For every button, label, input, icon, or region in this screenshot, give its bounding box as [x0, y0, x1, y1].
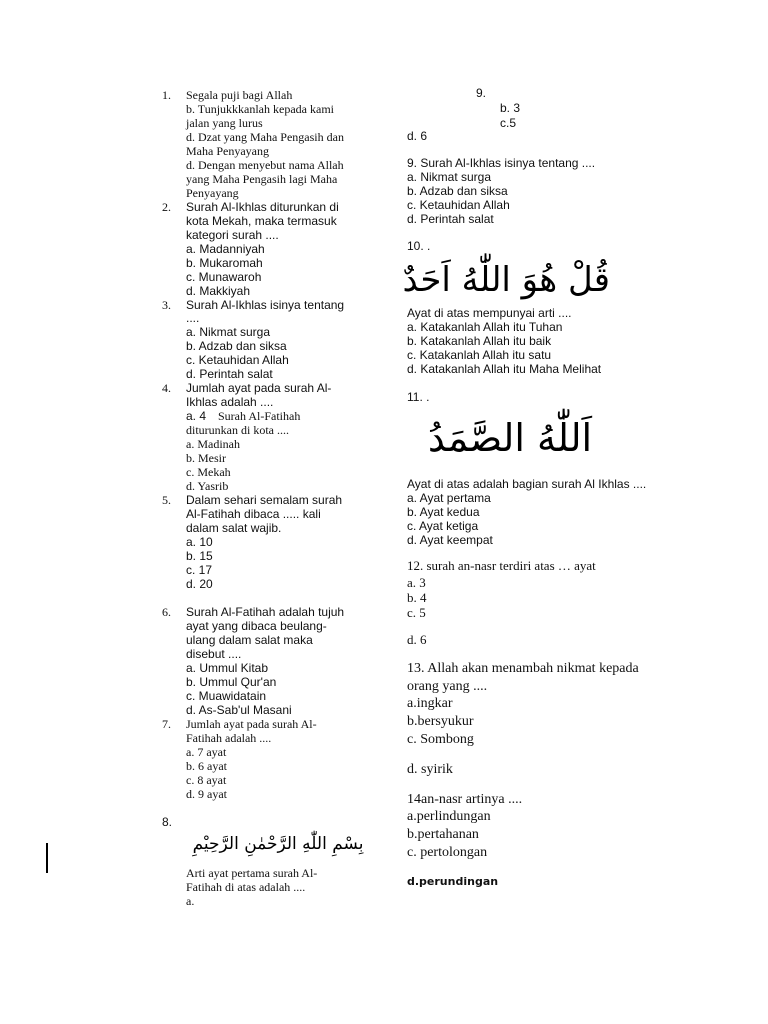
q4-serif-text: diturunkan di kota ....	[186, 423, 289, 437]
question-2-number: 2.	[162, 200, 171, 214]
q2-text: Surah Al-Ikhlas diturunkan di	[186, 200, 339, 214]
q11-option-d: d. Ayat keempat	[407, 533, 493, 547]
q5-text-cont: Al-Fatihah dibaca ..... kali	[186, 507, 321, 521]
q4-option-a: a. 4	[186, 409, 207, 423]
q5-text: Dalam sehari semalam surah	[186, 493, 343, 507]
q1-option-d2-cont2: Penyayang	[186, 186, 239, 200]
q10-option-b: b. Katakanlah Allah itu baik	[407, 334, 552, 348]
q3-option-b: b. Adzab dan siksa	[186, 339, 287, 353]
q6-option-b: b. Ummul Qur'an	[186, 675, 277, 689]
q10-option-d: d. Katakanlah Allah itu Maha Melihat	[407, 362, 602, 376]
q7-option-b: b. 6 ayat	[186, 759, 227, 773]
q14-option-d: d.perundingan	[407, 875, 499, 888]
q6-text-cont2: ulang dalam salat maka	[186, 633, 313, 647]
q9-option-c: c. Ketauhidan Allah	[407, 198, 510, 212]
q4-serif-option-b: b. Mesir	[186, 451, 226, 465]
q4-text-cont: Ikhlas adalah ....	[186, 395, 274, 409]
q3-option-a: a. Nikmat surga	[186, 325, 271, 339]
q6-text-cont: ayat yang dibaca beulang-	[186, 619, 327, 633]
q2-option-a: a. Madanniyah	[186, 242, 265, 256]
verse-allahus-samad: اَللّٰهُ الصَّمَدُ	[427, 416, 593, 460]
q1-option-d2: d. Dengan menyebut nama Allah	[186, 158, 344, 172]
q9-fragment-option-d: d. 6	[407, 129, 428, 143]
q5-option-a: a. 10	[186, 535, 213, 549]
q2-text-cont2: kategori surah ....	[186, 228, 279, 242]
q4-option-a-cont: Surah Al-Fatihah	[218, 409, 301, 423]
q11-option-c: c. Ayat ketiga	[407, 519, 479, 533]
question-6-number: 6.	[162, 605, 171, 619]
q11-option-b: b. Ayat kedua	[407, 505, 480, 519]
question-1-number: 1.	[162, 88, 171, 102]
q4-serif-option-a: a. Madinah	[186, 437, 240, 451]
q9-text: 9. Surah Al-Ikhlas isinya tentang ....	[407, 156, 596, 170]
q4-serif-option-d: d. Yasrib	[186, 479, 229, 493]
q1-option-d2-cont: yang Maha Pengasih lagi Maha	[186, 172, 338, 186]
q8-option-a: a.	[186, 894, 195, 908]
q6-text: Surah Al-Fatihah adalah tujuh	[186, 605, 345, 619]
q1-option-d-cont: Maha Penyayang	[186, 144, 269, 158]
q12-text: 12. surah an-nasr terdiri atas … ayat	[407, 558, 596, 573]
q1-text: Segala puji bagi Allah	[186, 88, 293, 102]
q14-option-a: a.perlindungan	[407, 809, 491, 824]
q3-text-cont: ....	[186, 311, 200, 325]
q13-option-c: c. Sombong	[407, 732, 474, 747]
q11-text: Ayat di atas adalah bagian surah Al Ikhlas ....	[407, 477, 647, 491]
q4-serif-option-c: c. Mekah	[186, 465, 231, 479]
verse-qul-huwallahu-ahad: قُلْ هُوَ اللّٰهُ اَحَدٌ	[402, 260, 610, 300]
q14-option-b: b.pertahanan	[407, 827, 479, 842]
q1-option-b: b. Tunjukkkanlah kepada kami	[186, 102, 334, 116]
q6-text-cont3: disebut ....	[186, 647, 242, 661]
q13-text: 13. Allah akan menambah nikmat kepada	[407, 661, 639, 676]
q2-option-d: d. Makkiyah	[186, 284, 251, 298]
q12-option-b: b. 4	[407, 590, 427, 605]
q14-option-c: c. pertolongan	[407, 845, 488, 860]
question-4-number: 4.	[162, 381, 171, 395]
q10-option-a: a. Katakanlah Allah itu Tuhan	[407, 320, 563, 334]
q4-text: Jumlah ayat pada surah Al-	[186, 381, 332, 395]
q8-text-cont: Fatihah di atas adalah ....	[186, 880, 306, 894]
text-cursor	[46, 843, 48, 873]
q2-text-cont: kota Mekah, maka termasuk	[186, 214, 337, 228]
q1-option-d: d. Dzat yang Maha Pengasih dan	[186, 130, 344, 144]
q2-option-b: b. Mukaromah	[186, 256, 263, 270]
q12-option-c: c. 5	[407, 605, 426, 620]
q2-option-c: c. Munawaroh	[186, 270, 262, 284]
q12-option-a: a. 3	[407, 575, 426, 590]
q6-option-a: a. Ummul Kitab	[186, 661, 269, 675]
question-3-number: 3.	[162, 298, 171, 312]
q11-option-a: a. Ayat pertama	[407, 491, 491, 505]
q10-number: 10. .	[407, 239, 431, 253]
q9-option-a: a. Nikmat surga	[407, 170, 492, 184]
q3-option-d: d. Perintah salat	[186, 367, 273, 381]
q5-option-b: b. 15	[186, 549, 213, 563]
q10-option-c: c. Katakanlah Allah itu satu	[407, 348, 552, 362]
q7-option-c: c. 8 ayat	[186, 773, 227, 787]
q9-fragment-option-c: c.5	[500, 116, 517, 130]
q13-option-a: a.ingkar	[407, 696, 453, 711]
q7-text-cont: Fatihah adalah ....	[186, 731, 272, 745]
q9-option-b: b. Adzab dan siksa	[407, 184, 508, 198]
q1-option-b-cont: jalan yang lurus	[186, 116, 263, 130]
q11-number: 11. .	[407, 390, 430, 404]
q6-option-c: c. Muawidatain	[186, 689, 267, 703]
q5-option-c: c. 17	[186, 563, 213, 577]
q5-option-d: d. 20	[186, 577, 213, 591]
question-7-number: 7.	[162, 717, 171, 731]
q14-text: 14an-nasr artinya ....	[407, 792, 523, 807]
question-8-number: 8.	[162, 815, 173, 829]
q3-text: Surah Al-Ikhlas isinya tentang	[186, 298, 345, 312]
q7-option-d: d. 9 ayat	[186, 787, 227, 801]
q9-fragment-number: 9.	[476, 86, 487, 100]
basmalah-calligraphy: بِسْمِ اللّٰهِ الرَّحْمٰنِ الرَّحِيْمِ	[192, 834, 364, 854]
q7-option-a: a. 7 ayat	[186, 745, 227, 759]
q13-text-cont: orang yang ....	[407, 679, 488, 694]
q13-option-d: d. syirik	[407, 762, 453, 777]
q7-text: Jumlah ayat pada surah Al-	[186, 717, 317, 731]
q5-text-cont2: dalam salat wajib.	[186, 521, 282, 535]
q3-option-c: c. Ketauhidan Allah	[186, 353, 289, 367]
q9-option-d: d. Perintah salat	[407, 212, 494, 226]
q12-option-d: d. 6	[407, 632, 427, 647]
q10-text: Ayat di atas mempunyai arti ....	[407, 306, 572, 320]
q9-fragment-option-b: b. 3	[500, 101, 521, 115]
q13-option-b: b.bersyukur	[407, 714, 474, 729]
q8-text: Arti ayat pertama surah Al-	[186, 866, 318, 880]
q6-option-d: d. As-Sab'ul Masani	[186, 703, 292, 717]
question-5-number: 5.	[162, 493, 171, 507]
